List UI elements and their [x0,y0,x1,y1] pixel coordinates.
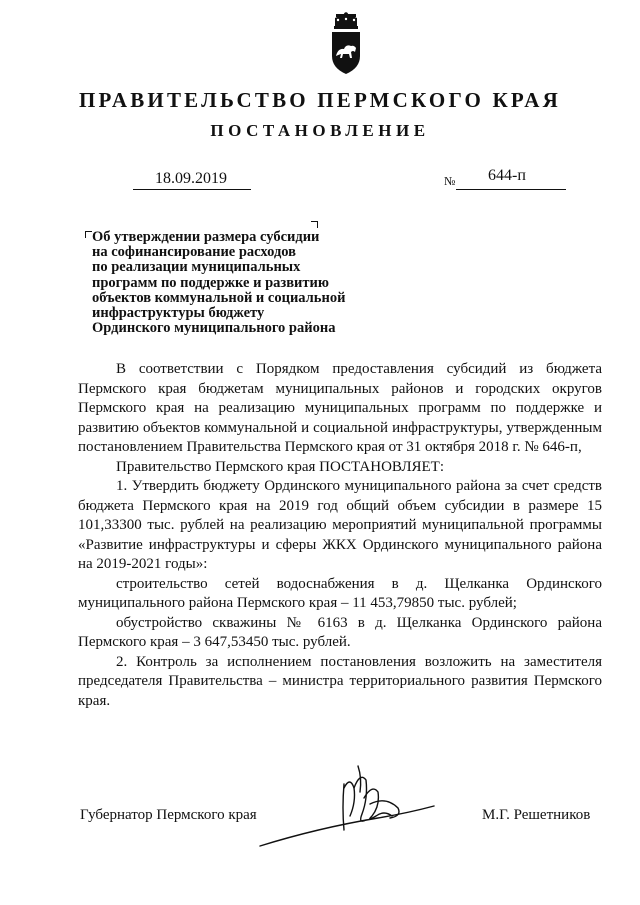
document-body [78,360,602,711]
signatory-name: М.Г. Решетников [482,807,591,823]
document-number: 644-п [488,167,526,184]
clause-1-item-1: строительство сетей водоснабжения в д. Щелканка Ординского муниципального района Пермского края – 11 453,79850 тыс. рублей; [78,575,602,611]
subject-line: инфраструктуры бюджету [92,305,265,322]
clause-1-paragraph: 1. Утвердить бюджету Ординского муниципального района за счет средств бюджета Пермского края на 2019 год общий объем субсидии в размере 15 101,33300 тыс. рублей на реализацию мероприятий муниципальной программы «Развитие инфраструктуры и сферы ЖКХ Ординского муниципального района на 2019-2021 годы»: [78,478,602,572]
subject-line: объектов коммунальной и социальной [92,289,346,306]
document-date: 18.09.2019 [155,170,227,187]
resolution-paragraph: Правительство Пермского края ПОСТАНОВЛЯЕТ: [116,458,445,475]
subject-line: на софинансирование расходов [92,244,296,261]
coat-of-arms-icon [326,12,366,76]
handwritten-signature-icon [258,758,438,854]
government-name: ПРАВИТЕЛЬСТВО ПЕРМСКОГО КРАЯ [78,88,561,112]
subject-line: Ординского муниципального района [92,320,336,337]
subject-line: программ по поддержке и развитию [92,274,329,291]
signatory-title: Губернатор Пермского края [80,807,257,823]
document-subject [92,230,345,336]
subject-corner-mark-left [85,231,92,238]
subject-corner-mark-right [311,221,318,228]
clause-1-item-2: обустройство скважины № 6163 в д. Щелканка Ординского района Пермского края – 3 647,53450 тыс. рублей. [78,614,602,650]
subject-line: по реализации муниципальных [92,259,301,276]
clause-2-paragraph: 2. Контроль за исполнением постановления возложить на заместителя председателя Правительства – министра территориального развития Пермского края. [78,653,602,709]
preamble-paragraph: В соответствии с Порядком предоставления субсидий из бюджета Пермского края бюджетам муниципальных районов и городских округов Пермского края на реализацию муниципальных программ по поддержке и развитию объектов коммунальной и социальной инфраструктуры, утвержденным постановлением Правительства Пермского края от 31 октября 2018 г. № 646-п, [78,361,602,455]
subject-line: Об утверждении размера субсидии [92,229,320,245]
number-sign: № [444,174,456,188]
document-type: ПОСТАНОВЛЕНИЕ [210,121,430,140]
